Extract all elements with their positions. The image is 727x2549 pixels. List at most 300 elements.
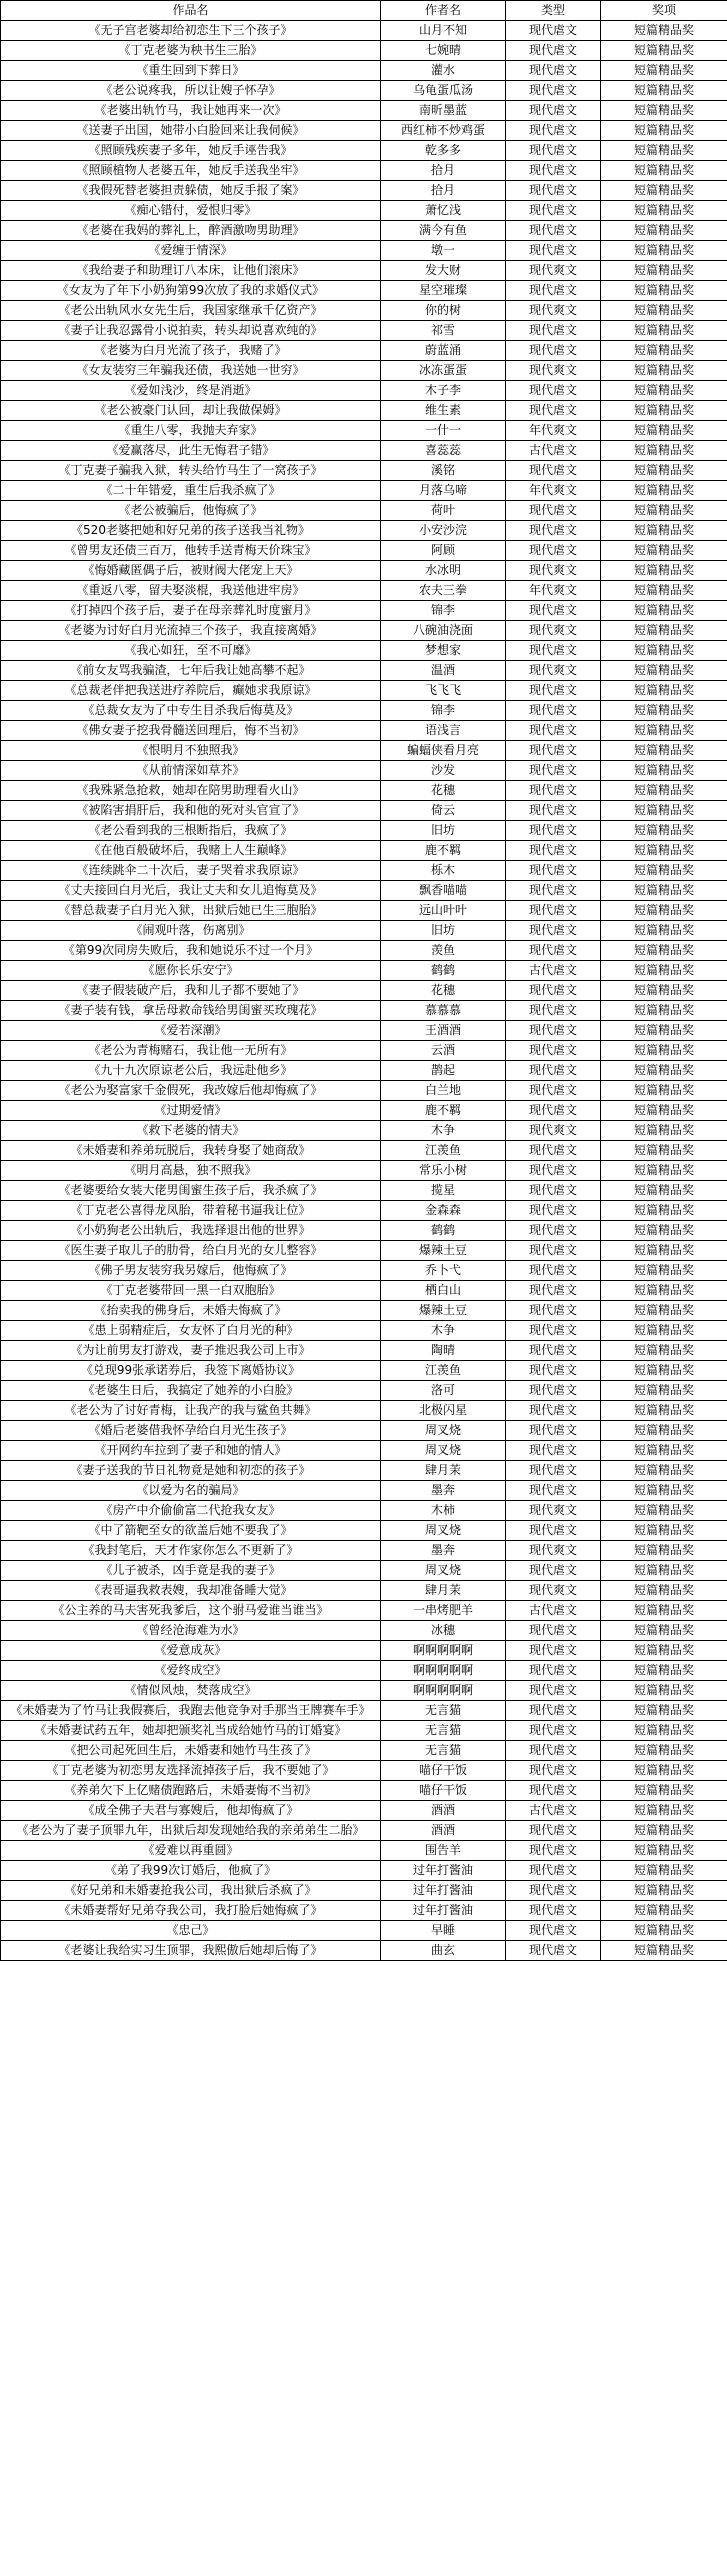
table-row [1, 341, 727, 361]
cell-award: 短篇精品奖 [601, 641, 727, 661]
cell-author: 羡鱼 [381, 941, 506, 961]
cell-award: 短篇精品奖 [601, 1141, 727, 1161]
table-row [1, 1761, 727, 1781]
cell-author: 酒酒 [381, 1801, 506, 1821]
cell-genre: 现代爽文 [506, 1501, 601, 1521]
table-row [1, 1641, 727, 1661]
cell-genre: 现代虐文 [506, 161, 601, 181]
cell-author: 冰冻蛋蛋 [381, 361, 506, 381]
table-row [1, 1201, 727, 1221]
cell-title: 《老婆让我给实习生顶罪，我熙傲后她却后悔了》 [1, 1941, 381, 1961]
cell-author: 过年打酱油 [381, 1901, 506, 1921]
table-row [1, 1061, 727, 1081]
table-row [1, 501, 727, 521]
cell-award: 短篇精品奖 [601, 621, 727, 641]
cell-title: 《闹观叶落，伤离别》 [1, 921, 381, 941]
table-row [1, 1141, 727, 1161]
cell-award: 短篇精品奖 [601, 481, 727, 501]
cell-award: 短篇精品奖 [601, 821, 727, 841]
cell-author: 爆辣土豆 [381, 1241, 506, 1261]
cell-award: 短篇精品奖 [601, 701, 727, 721]
cell-author: 常乐小树 [381, 1161, 506, 1181]
cell-author: 鹿不羁 [381, 1101, 506, 1121]
cell-author: 过年打酱油 [381, 1881, 506, 1901]
cell-title: 《情似风烛，焚落成空》 [1, 1681, 381, 1701]
table-row [1, 1541, 727, 1561]
cell-award: 短篇精品奖 [601, 881, 727, 901]
table-row [1, 1081, 727, 1101]
cell-author: 拾月 [381, 181, 506, 201]
table-row [1, 561, 727, 581]
cell-title: 《我心如狂，至不可靡》 [1, 641, 381, 661]
cell-author: 王酒酒 [381, 1021, 506, 1041]
cell-author: 啊啊啊啊啊 [381, 1661, 506, 1681]
cell-author: 无言猫 [381, 1721, 506, 1741]
cell-genre: 年代爽文 [506, 481, 601, 501]
cell-author: 冰穗 [381, 1621, 506, 1641]
cell-award: 短篇精品奖 [601, 161, 727, 181]
cell-genre: 现代虐文 [506, 1341, 601, 1361]
cell-genre: 现代虐文 [506, 1041, 601, 1061]
cell-title: 《丁克妻子骗我入狱，转头给竹马生了一窝孩子》 [1, 461, 381, 481]
cell-award: 短篇精品奖 [601, 541, 727, 561]
cell-title: 《我殊紧急抢救，她却在陪男助理看火山》 [1, 781, 381, 801]
table-row [1, 121, 727, 141]
cell-award: 短篇精品奖 [601, 241, 727, 261]
table-row [1, 521, 727, 541]
table-row [1, 1461, 727, 1481]
table-row [1, 601, 727, 621]
cell-author: 木柿 [381, 1501, 506, 1521]
table-row [1, 1841, 727, 1861]
cell-award: 短篇精品奖 [601, 1321, 727, 1341]
header-title: 作品名 [1, 1, 381, 21]
table-row [1, 1801, 727, 1821]
cell-genre: 现代虐文 [506, 1461, 601, 1481]
cell-author: 倚云 [381, 801, 506, 821]
table-row [1, 1741, 727, 1761]
cell-genre: 现代虐文 [506, 901, 601, 921]
table-row [1, 1921, 727, 1941]
table-row [1, 1681, 727, 1701]
cell-title: 《未婚妻为了竹马让我假赛后，我跑去他竞争对手那当王牌赛车手》 [1, 1701, 381, 1721]
cell-award: 短篇精品奖 [601, 341, 727, 361]
cell-title: 《弟了我99次订婚后，他疯了》 [1, 1861, 381, 1881]
cell-author: 星空璀璨 [381, 281, 506, 301]
cell-genre: 现代虐文 [506, 1721, 601, 1741]
cell-title: 《把公司起死回生后，未婚妻和她竹马生孩了》 [1, 1741, 381, 1761]
cell-author: 墩一 [381, 241, 506, 261]
cell-author: 揽星 [381, 1181, 506, 1201]
cell-award: 短篇精品奖 [601, 401, 727, 421]
table-row [1, 1501, 727, 1521]
table-row [1, 1941, 727, 1961]
cell-award: 短篇精品奖 [601, 1221, 727, 1241]
cell-genre: 现代虐文 [506, 1761, 601, 1781]
table-row [1, 301, 727, 321]
cell-title: 《抬卖我的佛身后，未婚夫悔疯了》 [1, 1301, 381, 1321]
table-row [1, 1441, 727, 1461]
table-row [1, 1861, 727, 1881]
cell-author: 西红柿不炒鸡蛋 [381, 121, 506, 141]
table-row [1, 1001, 727, 1021]
cell-genre: 现代虐文 [506, 1741, 601, 1761]
cell-genre: 现代虐文 [506, 1401, 601, 1421]
cell-award: 短篇精品奖 [601, 581, 727, 601]
cell-genre: 现代虐文 [506, 761, 601, 781]
cell-title: 《成全佛子夫君与寡嫂后，他却悔疯了》 [1, 1801, 381, 1821]
cell-title: 《二十年错爱，重生后我杀疯了》 [1, 481, 381, 501]
cell-title: 《未婚妻和养弟玩脱后，我转身娶了她商敌》 [1, 1141, 381, 1161]
cell-genre: 现代虐文 [506, 881, 601, 901]
cell-genre: 现代虐文 [506, 1521, 601, 1541]
cell-author: 江羡鱼 [381, 1141, 506, 1161]
cell-author: 梦想家 [381, 641, 506, 661]
cell-award: 短篇精品奖 [601, 741, 727, 761]
cell-author: 早睡 [381, 1921, 506, 1941]
table-row [1, 1721, 727, 1741]
cell-title: 《痴心错付，爱恨归零》 [1, 201, 381, 221]
cell-author: 溪铭 [381, 461, 506, 481]
cell-award: 短篇精品奖 [601, 201, 727, 221]
cell-genre: 现代爽文 [506, 661, 601, 681]
cell-title: 《爱难以再重圆》 [1, 1841, 381, 1861]
cell-award: 短篇精品奖 [601, 721, 727, 741]
cell-author: 肆月茉 [381, 1581, 506, 1601]
cell-author: 墨奔 [381, 1541, 506, 1561]
cell-genre: 现代虐文 [506, 1281, 601, 1301]
table-row [1, 1481, 727, 1501]
table-row [1, 1341, 727, 1361]
table-row [1, 1561, 727, 1581]
cell-title: 《老婆为白月光流了孩子，我赌了》 [1, 341, 381, 361]
cell-author: 月落乌啼 [381, 481, 506, 501]
cell-award: 短篇精品奖 [601, 1001, 727, 1021]
cell-title: 《救下老婆的情夫》 [1, 1121, 381, 1141]
cell-author: 北极闪星 [381, 1401, 506, 1421]
cell-title: 《患上弱精症后，女友怀了白月光的种》 [1, 1321, 381, 1341]
cell-award: 短篇精品奖 [601, 1921, 727, 1941]
cell-author: 金森森 [381, 1201, 506, 1221]
cell-title: 《照顾残疾妻子多年，她反手诬告我》 [1, 141, 381, 161]
cell-title: 《过期爱情》 [1, 1101, 381, 1121]
cell-award: 短篇精品奖 [601, 841, 727, 861]
cell-title: 《中了箭靶至女的欲盖后她不要我了》 [1, 1521, 381, 1541]
cell-title: 《老公被豪门认回，却让我做保姆》 [1, 401, 381, 421]
cell-author: 墨奔 [381, 1481, 506, 1501]
cell-award: 短篇精品奖 [601, 441, 727, 461]
cell-award: 短篇精品奖 [601, 601, 727, 621]
cell-author: 蔚蓝涌 [381, 341, 506, 361]
table-row [1, 61, 727, 81]
cell-title: 《老公说疼我，所以让嫂子怀孕》 [1, 81, 381, 101]
cell-author: 飘香喵喵 [381, 881, 506, 901]
cell-award: 短篇精品奖 [601, 1721, 727, 1741]
cell-title: 《兑现99张承诺券后，我签下离婚协议》 [1, 1361, 381, 1381]
cell-title: 《佛子男友装穷我另嫁后，他悔疯了》 [1, 1261, 381, 1281]
cell-award: 短篇精品奖 [601, 421, 727, 441]
cell-award: 短篇精品奖 [601, 1461, 727, 1481]
cell-award: 短篇精品奖 [601, 781, 727, 801]
cell-author: 无言猫 [381, 1701, 506, 1721]
cell-title: 《丁克老婆为初恋男友选择流掉孩子后，我不要她了》 [1, 1761, 381, 1781]
cell-title: 《老婆出轨竹马，我让她再来一次》 [1, 101, 381, 121]
cell-author: 木争 [381, 1121, 506, 1141]
cell-genre: 现代虐文 [506, 1381, 601, 1401]
cell-genre: 现代虐文 [506, 801, 601, 821]
table-row [1, 581, 727, 601]
cell-genre: 现代虐文 [506, 81, 601, 101]
cell-award: 短篇精品奖 [601, 1301, 727, 1321]
cell-title: 《愿你长乐安宁》 [1, 961, 381, 981]
table-row [1, 181, 727, 201]
cell-award: 短篇精品奖 [601, 1261, 727, 1281]
table-row [1, 1701, 727, 1721]
table-row [1, 1041, 727, 1061]
cell-award: 短篇精品奖 [601, 1441, 727, 1461]
table-row [1, 841, 727, 861]
cell-genre: 古代虐文 [506, 1601, 601, 1621]
cell-title: 《总裁老伴把我送进疗养院后，癫她求我原谅》 [1, 681, 381, 701]
cell-award: 短篇精品奖 [601, 661, 727, 681]
cell-award: 短篇精品奖 [601, 81, 727, 101]
table-row [1, 1361, 727, 1381]
cell-genre: 现代虐文 [506, 221, 601, 241]
cell-award: 短篇精品奖 [601, 1061, 727, 1081]
table-row [1, 921, 727, 941]
cell-title: 《爱缠于情深》 [1, 241, 381, 261]
table-row [1, 1901, 727, 1921]
cell-author: 花穗 [381, 781, 506, 801]
cell-award: 短篇精品奖 [601, 21, 727, 41]
cell-title: 《照顾植物人老婆五年，她反手送我坐牢》 [1, 161, 381, 181]
cell-title: 《小奶狗老公出轨后，我选择退出他的世界》 [1, 1221, 381, 1241]
table-row [1, 141, 727, 161]
cell-author: 飞飞飞 [381, 681, 506, 701]
cell-author: 荷叶 [381, 501, 506, 521]
table-row [1, 81, 727, 101]
cell-award: 短篇精品奖 [601, 1681, 727, 1701]
cell-award: 短篇精品奖 [601, 1041, 727, 1061]
cell-title: 《老婆在我妈的葬礼上，醉酒激吻男助理》 [1, 221, 381, 241]
cell-award: 短篇精品奖 [601, 61, 727, 81]
table-row [1, 1421, 727, 1441]
cell-award: 短篇精品奖 [601, 681, 727, 701]
table-row [1, 801, 727, 821]
cell-author: 乾多多 [381, 141, 506, 161]
cell-genre: 现代虐文 [506, 841, 601, 861]
cell-author: 围告羊 [381, 1841, 506, 1861]
cell-genre: 现代虐文 [506, 1101, 601, 1121]
cell-author: 满今有鱼 [381, 221, 506, 241]
cell-genre: 现代虐文 [506, 1361, 601, 1381]
cell-genre: 现代虐文 [506, 461, 601, 481]
cell-genre: 现代爽文 [506, 361, 601, 381]
table-row [1, 101, 727, 121]
cell-genre: 现代虐文 [506, 1021, 601, 1041]
cell-title: 《老公为娶富家千金假死，我改嫁后他却悔疯了》 [1, 1081, 381, 1101]
table-row [1, 1821, 727, 1841]
cell-award: 短篇精品奖 [601, 521, 727, 541]
cell-title: 《妻子假装破产后，我和儿子都不要她了》 [1, 981, 381, 1001]
cell-genre: 现代虐文 [506, 1781, 601, 1801]
cell-award: 短篇精品奖 [601, 221, 727, 241]
cell-award: 短篇精品奖 [601, 41, 727, 61]
cell-title: 《养弟欠下上亿赌债跑路后，未婚妻悔不当初》 [1, 1781, 381, 1801]
table-row [1, 621, 727, 641]
table-row [1, 221, 727, 241]
cell-genre: 现代虐文 [506, 1641, 601, 1661]
cell-author: 花穗 [381, 981, 506, 1001]
cell-author: 一什一 [381, 421, 506, 441]
cell-genre: 古代虐文 [506, 441, 601, 461]
cell-genre: 现代虐文 [506, 1081, 601, 1101]
cell-award: 短篇精品奖 [601, 1101, 727, 1121]
cell-genre: 现代爽文 [506, 561, 601, 581]
table-row [1, 1321, 727, 1341]
table-row [1, 361, 727, 381]
cell-award: 短篇精品奖 [601, 1781, 727, 1801]
cell-title: 《婚后老婆借我怀孕给白月光生孩子》 [1, 1421, 381, 1441]
cell-award: 短篇精品奖 [601, 1841, 727, 1861]
table-row [1, 1781, 727, 1801]
cell-award: 短篇精品奖 [601, 1941, 727, 1961]
cell-title: 《送妻子出国，她带小白脸回来让我伺候》 [1, 121, 381, 141]
cell-author: 周叉烧 [381, 1521, 506, 1541]
cell-title: 《老婆生日后，我搞定了她养的小白脸》 [1, 1381, 381, 1401]
cell-genre: 现代虐文 [506, 21, 601, 41]
table-row [1, 1581, 727, 1601]
table-row [1, 1161, 727, 1181]
cell-title: 《爱若深潮》 [1, 1021, 381, 1041]
cell-award: 短篇精品奖 [601, 381, 727, 401]
cell-award: 短篇精品奖 [601, 1801, 727, 1821]
cell-genre: 现代虐文 [506, 241, 601, 261]
table-row [1, 941, 727, 961]
cell-genre: 现代虐文 [506, 1001, 601, 1021]
cell-author: 啊啊啊啊啊 [381, 1641, 506, 1661]
cell-genre: 现代虐文 [506, 681, 601, 701]
cell-genre: 现代虐文 [506, 61, 601, 81]
table-row [1, 461, 727, 481]
cell-genre: 现代虐文 [506, 721, 601, 741]
cell-title: 《未婚妻帮好兄弟夺我公司，我打脸后她悔疯了》 [1, 1901, 381, 1921]
table-row [1, 861, 727, 881]
table-row [1, 41, 727, 61]
cell-title: 《丁克老婆为秧书生三胎》 [1, 41, 381, 61]
table-row [1, 401, 727, 421]
cell-award: 短篇精品奖 [601, 1821, 727, 1841]
cell-title: 《开网约车拉到了妻子和她的情人》 [1, 1441, 381, 1461]
cell-author: 阿顾 [381, 541, 506, 561]
cell-author: 乔卜弋 [381, 1261, 506, 1281]
cell-genre: 现代爽文 [506, 301, 601, 321]
cell-title: 《连续跳伞二十次后，妻子哭着求我原谅》 [1, 861, 381, 881]
cell-genre: 现代虐文 [506, 941, 601, 961]
table-row [1, 1241, 727, 1261]
cell-author: 旧坊 [381, 821, 506, 841]
table-row [1, 661, 727, 681]
cell-author: 温酒 [381, 661, 506, 681]
table-row [1, 1661, 727, 1681]
cell-genre: 现代虐文 [506, 1181, 601, 1201]
cell-author: 小安沙浣 [381, 521, 506, 541]
cell-genre: 现代虐文 [506, 1141, 601, 1161]
cell-title: 《女友为了年下小奶狗第99次放了我的求婚仪式》 [1, 281, 381, 301]
cell-author: 喜蕊蕊 [381, 441, 506, 461]
cell-author: 锦李 [381, 701, 506, 721]
cell-genre: 现代虐文 [506, 1881, 601, 1901]
cell-genre: 现代虐文 [506, 321, 601, 341]
table-row [1, 1301, 727, 1321]
cell-genre: 现代虐文 [506, 1841, 601, 1861]
cell-author: 鹤鹤 [381, 961, 506, 981]
cell-title: 《房产中介偷偷富二代抢我女友》 [1, 1501, 381, 1521]
cell-title: 《重返八零，留夫娶淡棍，我送他进牢房》 [1, 581, 381, 601]
cell-title: 《打掉四个孩子后，妻子在母亲葬礼时度蜜月》 [1, 601, 381, 621]
table-row [1, 1881, 727, 1901]
cell-title: 《总裁女友为了中专生目杀我后悔莫及》 [1, 701, 381, 721]
table-body [1, 21, 727, 1961]
cell-award: 短篇精品奖 [601, 281, 727, 301]
cell-award: 短篇精品奖 [601, 981, 727, 1001]
cell-author: 鹊起 [381, 1061, 506, 1081]
cell-award: 短篇精品奖 [601, 801, 727, 821]
cell-author: 沙发 [381, 761, 506, 781]
cell-genre: 现代爽文 [506, 1541, 601, 1561]
table-row [1, 441, 727, 461]
cell-author: 发大财 [381, 261, 506, 281]
cell-genre: 年代爽文 [506, 581, 601, 601]
cell-author: 肆月茉 [381, 1461, 506, 1481]
cell-author: 拾月 [381, 161, 506, 181]
cell-award: 短篇精品奖 [601, 1201, 727, 1221]
cell-author: 周叉烧 [381, 1441, 506, 1461]
cell-author: 过年打酱油 [381, 1861, 506, 1881]
cell-award: 短篇精品奖 [601, 1861, 727, 1881]
cell-award: 短篇精品奖 [601, 1341, 727, 1361]
cell-award: 短篇精品奖 [601, 901, 727, 921]
cell-author: 慕慕慕 [381, 1001, 506, 1021]
cell-author: 栖白山 [381, 1281, 506, 1301]
cell-author: 鹿不羁 [381, 841, 506, 861]
cell-author: 乌龟蛋瓜汤 [381, 81, 506, 101]
cell-award: 短篇精品奖 [601, 761, 727, 781]
cell-genre: 现代虐文 [506, 541, 601, 561]
cell-title: 《丁克老公喜得龙凤胎，带着秘书逼我让位》 [1, 1201, 381, 1221]
cell-genre: 现代虐文 [506, 821, 601, 841]
cell-genre: 现代虐文 [506, 1621, 601, 1641]
header-author: 作者名 [381, 1, 506, 21]
cell-title: 《悔婚藏匿偶子后，被财阀大佬宠上天》 [1, 561, 381, 581]
cell-genre: 现代虐文 [506, 641, 601, 661]
cell-author: 七婉晴 [381, 41, 506, 61]
cell-genre: 现代虐文 [506, 1441, 601, 1461]
cell-title: 《老公为了妻子顶罪九年，出狱后却发现她给我的亲弟弟生二胎》 [1, 1821, 381, 1841]
table-row [1, 1221, 727, 1241]
cell-genre: 现代虐文 [506, 501, 601, 521]
cell-genre: 现代虐文 [506, 981, 601, 1001]
cell-award: 短篇精品奖 [601, 1761, 727, 1781]
cell-genre: 现代虐文 [506, 1921, 601, 1941]
cell-title: 《从前情深如草芥》 [1, 761, 381, 781]
cell-award: 短篇精品奖 [601, 1881, 727, 1901]
cell-genre: 现代虐文 [506, 861, 601, 881]
cell-title: 《第99次同房失败后，我和她说乐不过一个月》 [1, 941, 381, 961]
cell-award: 短篇精品奖 [601, 921, 727, 941]
cell-award: 短篇精品奖 [601, 1241, 727, 1261]
cell-title: 《重生八零，我抛夫弃家》 [1, 421, 381, 441]
